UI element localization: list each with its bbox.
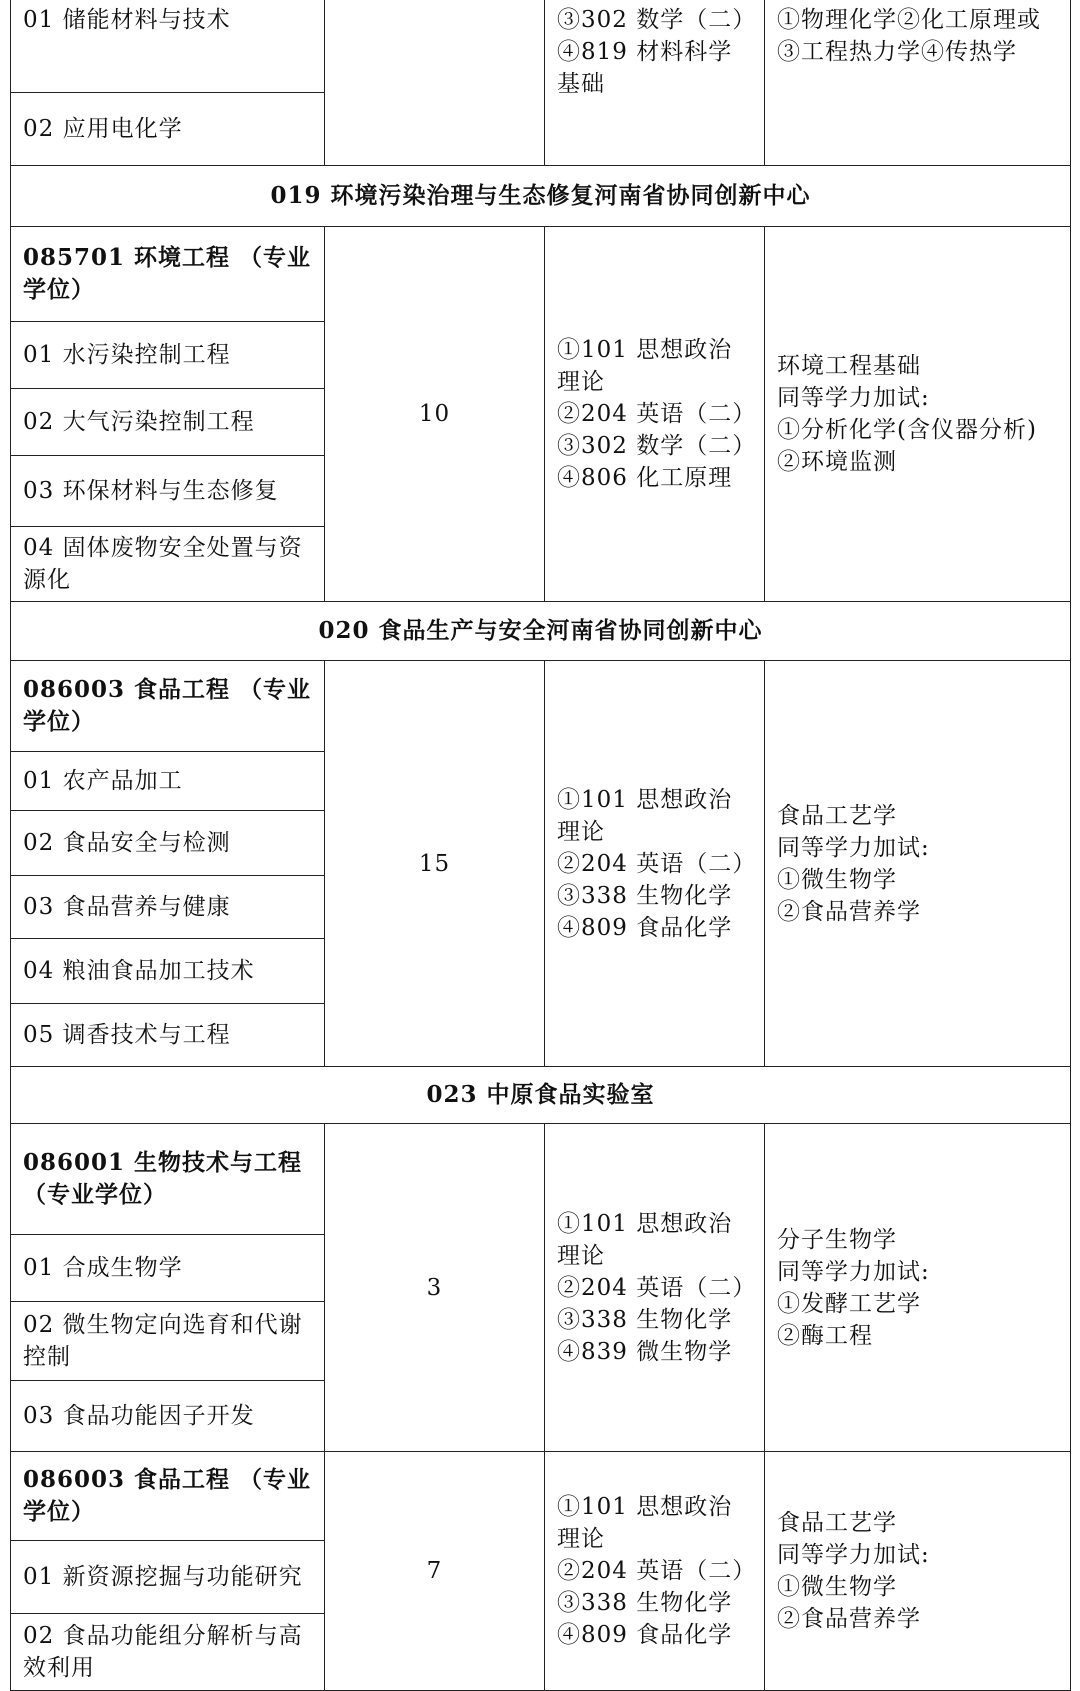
direction-cell: 04 粮油食品加工技术 [11, 939, 325, 1004]
exam-subject-line: ④839 微生物学 [557, 1338, 733, 1365]
retest-subject-line: 环境工程基础 [777, 353, 921, 379]
exam-subject-line: ②204 英语（二） [557, 850, 757, 877]
exam-subject-line: ①101 思想政治理论 [557, 337, 733, 395]
exam-subject-line: ①101 思想政治理论 [557, 1494, 733, 1552]
direction-cell: 04 固体废物安全处置与资源化 [11, 527, 325, 602]
direction-cell: 01 合成生物学 [11, 1235, 325, 1302]
direction-cell: 02 食品功能组分解析与高效利用 [11, 1614, 325, 1691]
retest-subject-line: ①微生物学 [777, 1574, 897, 1600]
retest-subject-line: ①微生物学 [777, 866, 897, 893]
retest-subject-line: 食品工艺学 [777, 1510, 897, 1536]
direction-cell: 01 水污染控制工程 [11, 322, 325, 389]
direction-cell: 02 应用电化学 [11, 93, 325, 166]
retest-subject-line: ①发酵工艺学 [777, 1290, 921, 1317]
retest-subjects-cell [765, 661, 1071, 1067]
retest-subject-line: ②环境监测 [777, 449, 897, 475]
enrollment-cell: 7 [325, 1452, 545, 1691]
exam-subject-line: ④809 食品化学 [557, 914, 733, 941]
major-cell: 086001 生物技术与工程 （专业学位） [11, 1124, 325, 1235]
exam-subjects-cell [545, 1452, 765, 1691]
direction-cell: 01 农产品加工 [11, 752, 325, 811]
direction-cell: 03 食品功能因子开发 [11, 1381, 325, 1452]
exam-subjects-cell [545, 227, 765, 602]
major-cell: 085701 环境工程 （专业学位） [11, 227, 325, 322]
major-cell: 086003 食品工程 （专业学位） [11, 661, 325, 752]
exam-subject-line: ④819 材料科学基础 [557, 39, 733, 97]
retest-subject-line: 同等学力加试: [777, 385, 930, 411]
direction-cell: 01 新资源挖掘与功能研究 [11, 1541, 325, 1614]
department-header: 019 环境污染治理与生态修复河南省协同创新中心 [11, 166, 1071, 227]
exam-subjects-cell [545, 661, 765, 1067]
retest-subject-line: ②酶工程 [777, 1322, 873, 1349]
retest-subject-line: ②食品营养学 [777, 1606, 921, 1632]
exam-subject-line: ④806 化工原理 [557, 465, 733, 491]
retest-subjects-cell [765, 1452, 1071, 1691]
direction-cell: 02 大气污染控制工程 [11, 389, 325, 456]
exam-subjects-cell [545, 1124, 765, 1452]
direction-cell: 03 环保材料与生态修复 [11, 456, 325, 527]
direction-cell: 02 食品安全与检测 [11, 811, 325, 876]
retest-subjects-cell [765, 1124, 1071, 1452]
exam-subject-line: ③302 数学（二） [557, 433, 757, 459]
exam-subject-line: ③338 生物化学 [557, 1590, 733, 1616]
retest-subject-line: ②食品营养学 [777, 898, 921, 925]
exam-subjects-cell [545, 0, 765, 166]
retest-subject-line: ①物理化学②化工原理或③工程热力学④传热学 [777, 7, 1041, 65]
exam-subject-line: ②204 英语（二） [557, 1274, 757, 1301]
exam-subject-line: ①101 思想政治理论 [557, 786, 733, 845]
enrollment-cell: 3 [325, 1124, 545, 1452]
exam-subject-line: ③338 生物化学 [557, 882, 733, 909]
retest-subjects-cell [765, 0, 1071, 166]
exam-subject-line: ③338 生物化学 [557, 1306, 733, 1333]
enrollment-table [10, 0, 1070, 1681]
direction-cell: 03 食品营养与健康 [11, 876, 325, 939]
retest-subject-line: 同等学力加试: [777, 834, 930, 861]
direction-cell: 02 微生物定向选育和代谢控制 [11, 1302, 325, 1381]
retest-subjects-cell [765, 227, 1071, 602]
exam-subject-line: ①101 思想政治理论 [557, 1210, 733, 1269]
retest-subject-line: 食品工艺学 [777, 802, 897, 829]
exam-subject-line: ④809 食品化学 [557, 1622, 733, 1648]
department-header: 023 中原食品实验室 [11, 1067, 1071, 1124]
retest-subject-line: ①分析化学(含仪器分析) [777, 417, 1037, 443]
retest-subject-line: 同等学力加试: [777, 1258, 930, 1285]
direction-cell: 01 储能材料与技术 [11, 0, 325, 93]
major-cell: 086003 食品工程 （专业学位） [11, 1452, 325, 1541]
retest-subject-line: 同等学力加试: [777, 1542, 930, 1568]
enrollment-cell [325, 0, 545, 166]
department-header: 020 食品生产与安全河南省协同创新中心 [11, 602, 1071, 661]
direction-cell: 05 调香技术与工程 [11, 1004, 325, 1067]
exam-subject-line: ②204 英语（二） [557, 1558, 757, 1584]
exam-subject-line: ③302 数学（二） [557, 7, 757, 33]
enrollment-cell: 15 [325, 661, 545, 1067]
retest-subject-line: 分子生物学 [777, 1226, 897, 1253]
enrollment-cell: 10 [325, 227, 545, 602]
exam-subject-line: ②204 英语（二） [557, 401, 757, 427]
